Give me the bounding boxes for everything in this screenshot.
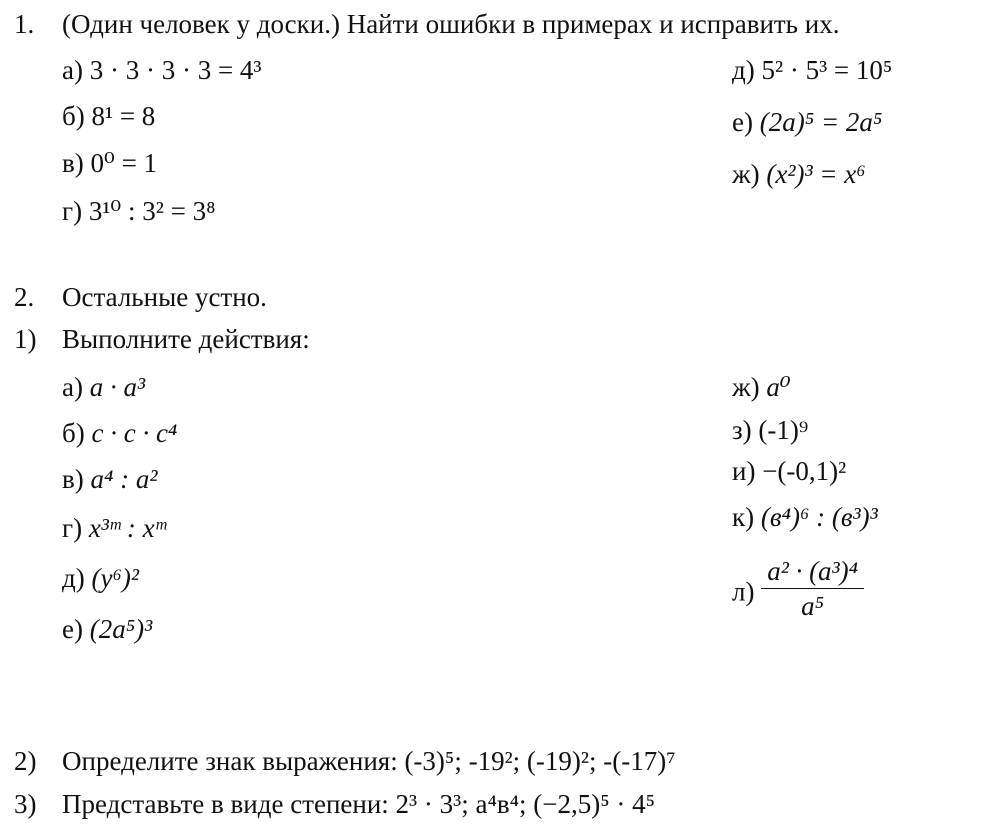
fraction-denominator: a⁵ — [801, 591, 825, 621]
item-expr: (в⁴)⁶ : (в³)³ — [760, 502, 878, 532]
task2-item-g — [62, 511, 166, 545]
task1-item-e — [732, 105, 882, 139]
task2-heading — [14, 280, 267, 314]
task2-sub1-heading — [14, 322, 310, 356]
task2-item-k — [732, 500, 878, 534]
task2-item-e — [62, 612, 152, 646]
fraction — [761, 554, 864, 623]
item-expr: −(-0,1)² — [762, 456, 847, 486]
item-label: г) — [62, 196, 83, 226]
item-label: б) — [62, 418, 85, 448]
task1-heading — [14, 7, 839, 41]
item-expr: (2a)⁵ = 2a⁵ — [759, 107, 883, 137]
item-label: е) — [62, 614, 83, 644]
task2-item-zh — [732, 370, 791, 404]
item-expr: 3 · 3 · 3 · 3 = 4³ — [89, 55, 262, 85]
item-label: а) — [62, 55, 83, 85]
sub2-number: 2) — [14, 746, 37, 776]
item-label: д) — [732, 55, 755, 85]
fraction-numerator: a² · (a³)⁴ — [761, 554, 864, 589]
task1-item-b — [62, 99, 155, 133]
sub1-title: Выполните действия: — [62, 324, 310, 354]
sub2-text: Определите знак выражения: (-3)⁵; -19²; (-19)²; -(-17)⁷ — [62, 746, 676, 776]
item-expr: 3¹⁰ : 3² = 3⁸ — [88, 196, 216, 226]
task2-number: 2. — [14, 282, 35, 312]
item-label: ж) — [732, 159, 760, 189]
item-expr: (x²)³ = x⁶ — [766, 159, 866, 189]
item-label: к) — [732, 502, 755, 532]
item-expr: a⁰ — [766, 372, 791, 402]
item-expr: 0⁰ = 1 — [90, 148, 158, 178]
sub1-number: 1) — [14, 324, 37, 354]
task2-item-l — [732, 556, 864, 629]
task2-item-d — [62, 561, 139, 595]
task1-item-a — [62, 53, 262, 87]
item-expr: (y⁶)² — [91, 563, 139, 593]
item-label: ж) — [732, 372, 760, 402]
task2-sub2 — [14, 744, 676, 778]
task1-number: 1. — [14, 9, 35, 39]
item-expr: x³ᵐ : xᵐ — [88, 513, 166, 543]
task1-item-zh — [732, 157, 866, 191]
task1-item-d — [732, 53, 892, 87]
item-expr: (-1)⁹ — [758, 415, 809, 445]
sub3-number: 3) — [14, 789, 37, 819]
sub3-text: Представьте в виде степени: 2³ · 3³; a⁴в⁴; (−2,5)⁵ · 4⁵ — [62, 789, 656, 819]
item-expr: a · a³ — [89, 372, 146, 402]
task1-item-v — [62, 146, 157, 180]
item-expr: (2a⁵)³ — [89, 614, 153, 644]
task2-item-b — [62, 416, 177, 450]
item-label: б) — [62, 101, 85, 131]
item-label: г) — [62, 513, 83, 543]
item-label: в) — [62, 464, 84, 494]
task2-title: Остальные устно. — [62, 282, 267, 312]
item-label: в) — [62, 148, 84, 178]
item-label: л) — [732, 576, 755, 607]
item-label: а) — [62, 372, 83, 402]
item-expr: 8¹ = 8 — [91, 101, 156, 131]
item-label: и) — [732, 456, 756, 486]
task2-item-z — [732, 413, 808, 447]
item-label: д) — [62, 563, 85, 593]
task2-item-v — [62, 462, 157, 496]
item-label: е) — [732, 107, 753, 137]
item-expr: c · c · c⁴ — [91, 418, 178, 448]
task2-item-a — [62, 370, 145, 404]
task2-item-i — [732, 454, 846, 488]
item-expr: 5² · 5³ = 10⁵ — [761, 55, 893, 85]
item-label: з) — [732, 415, 752, 445]
task1-title: (Один человек у доски.) Найти ошибки в примерах и исправить их. — [62, 9, 840, 39]
item-expr: a⁴ : a² — [90, 464, 158, 494]
task2-sub3 — [14, 787, 655, 821]
task1-item-g — [62, 194, 215, 228]
